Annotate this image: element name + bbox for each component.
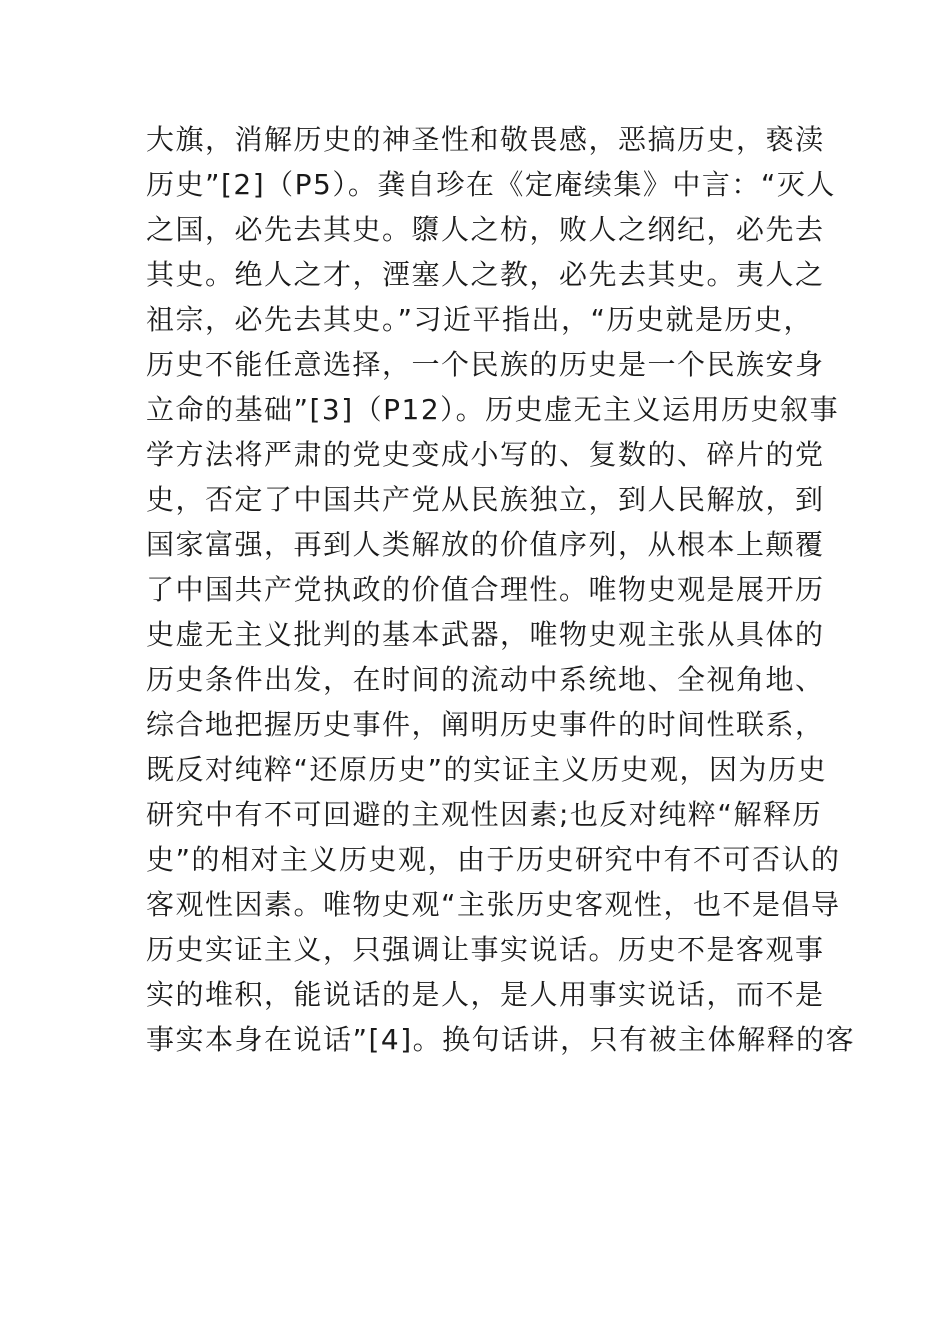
text-line: 事实本身在说话”[4]。换句话讲，只有被主体解释的客 — [146, 1023, 856, 1056]
text-line: 之国，必先去其史。隳人之枋，败人之纲纪，必先去 — [146, 213, 825, 246]
text-line: 史虚无主义批判的基本武器，唯物史观主张从具体的 — [146, 618, 825, 651]
text-line: 其史。绝人之才，湮塞人之教，必先去其史。夷人之 — [146, 258, 825, 291]
text-line: 史，否定了中国共产党从民族独立，到人民解放，到 — [146, 483, 825, 516]
body-paragraph — [146, 117, 856, 1062]
text-line: 客观性因素。唯物史观“主张历史客观性，也不是倡导 — [146, 888, 841, 921]
text-line: 立命的基础”[3]（P12）。历史虚无主义运用历史叙事 — [146, 393, 840, 426]
text-line: 历史条件出发，在时间的流动中系统地、全视角地、 — [146, 663, 825, 696]
text-line: 历史”[2]（P5）。龚自珍在《定庵续集》中言：“灭人 — [146, 168, 836, 201]
text-line: 既反对纯粹“还原历史”的实证主义历史观，因为历史 — [146, 753, 828, 786]
text-line: 史”的相对主义历史观，由于历史研究中有不可否认的 — [146, 843, 841, 876]
text-line: 大旗，消解历史的神圣性和敬畏感，恶搞历史，亵渎 — [146, 123, 825, 156]
text-line: 祖宗，必先去其史。”习近平指出，“历史就是历史， — [146, 303, 814, 336]
text-line: 学方法将严肃的党史变成小写的、复数的、碎片的党 — [146, 438, 825, 471]
text-line: 实的堆积，能说话的是人，是人用事实说话，而不是 — [146, 978, 825, 1011]
text-line: 研究中有不可回避的主观性因素;也反对纯粹“解释历 — [146, 798, 822, 831]
text-line: 历史不能任意选择，一个民族的历史是一个民族安身 — [146, 348, 825, 381]
text-line: 了中国共产党执政的价值合理性。唯物史观是展开历 — [146, 573, 825, 606]
text-line: 综合地把握历史事件，阐明历史事件的时间性联系， — [146, 708, 825, 741]
text-line: 国家富强，再到人类解放的价值序列，从根本上颠覆 — [146, 528, 825, 561]
text-line: 历史实证主义，只强调让事实说话。历史不是客观事 — [146, 933, 825, 966]
